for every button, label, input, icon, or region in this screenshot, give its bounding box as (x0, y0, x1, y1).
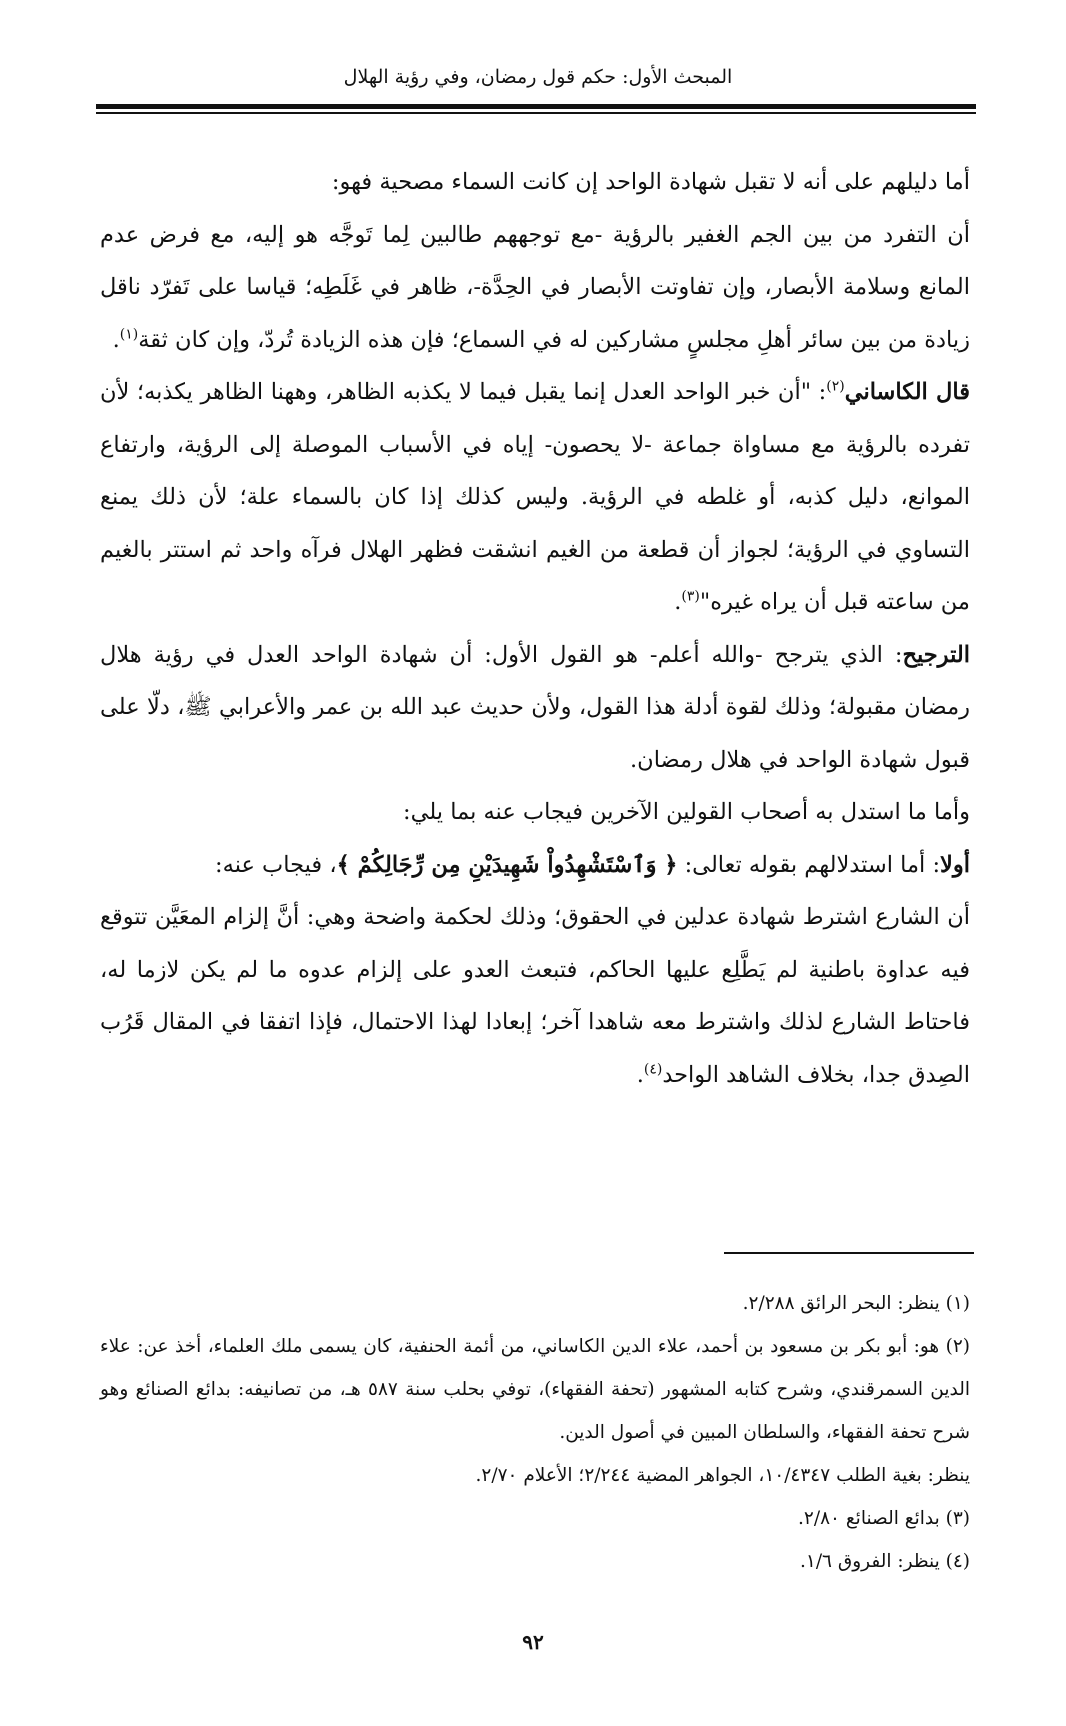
footnote-ref-3[interactable]: (٣) (681, 588, 700, 605)
footnote-1: (١) ينظر: البحر الرائق ٢/٢٨٨. (742, 1293, 970, 1314)
paragraph-7-text: أن الشارع اشترط شهادة عدلين في الحقوق؛ وذلك لحكمة واضحة وهي: أنَّ إلزام المعَيَّن تتوقع فيه عداوة باطنية لم يَطَّلِع عليها الحاكم، فتبعث العدو على إلزام عدوه ما لم يكن لازما له، فاحتاط الشارع لذلك واشترط معه شاهدا آخر؛ إبعادا لهذا الاحتمال، فإذا اتفقا في المقال قَرُب الصِدق جدا، بخلاف الشاهد الواحد (100, 904, 970, 1088)
footnote-ref-4[interactable]: (٤) (643, 1061, 663, 1077)
paragraph-6-lead: أولا (940, 851, 970, 878)
body-text (100, 156, 970, 1101)
footnote-4: (٤) ينظر: الفروق ١/٦. (800, 1551, 970, 1572)
quran-verse: ﴿ وَٱسْتَشْهِدُواْ شَهِيدَيْنِ مِن رِّجَالِكُمْ ﴾ (336, 851, 678, 878)
paragraph-3-text: : "أن خبر الواحد العدل إنما يقبل فيما لا يكذبه الظاهر، وههنا الظاهر يكذبه؛ لأن تفرده بالرؤية مع مساواة جماعة -لا يحصون- إياه في الأسباب الموصلة إلى الرؤية، وارتفاع الموانع، دليل كذبه، أو غلطه في الرؤية. وليس كذلك إذا كان بالسماء علة؛ لأن ذلك يمنع التساوي في الرؤية؛ لجواز أن قطعة من الغيم انشقت فظهر الهلال فرآه واحد ثم استتر بالغيم من ساعته قبل أن يراه غيره" (100, 379, 970, 615)
paragraph-6-text-b: ، فيجاب عنه: (215, 851, 337, 878)
page-number: ٩٢ (522, 1630, 544, 1654)
paragraph-2: أن التفرد من بين الجم الغفير بالرؤية -مع توجههم طالبين لِما تَوجَّه هو إليه، مع فرض عدم المانع وسلامة الأبصار، وإن تفاوتت الأبصار في الحِدَّة-، ظاهر في غَلَطِه؛ قياسا على تَفرّد ناقل زيادة من بين سائر أهلِ مجلسٍ مشاركين له في السماع؛ فإن هذه الزيادة تُردّ، وإن كان ثقة$^{(١)}$. (100, 221, 970, 353)
footnote-ref-2[interactable]: (٢) (826, 378, 845, 395)
paragraph-5-text: وأما ما استدل به أصحاب القولين الآخرين فيجاب عنه بما يلي: (403, 799, 970, 825)
footnote-2: (٢) هو: أبو بكر بن مسعود بن أحمد، علاء الدين الكاساني، من أئمة الحنفية، كان يسمى ملك العلماء، أخذ عن: علاء الدين السمرقندي، وشرح كتابه المشهور (تحفة الفقهاء)، توفي بحلب سنة ٥٨٧ هـ، من تصانيفه: بدائع الصنائع وهو شرح تحفة الفقهاء، والسلطان المبين في أصول الدين. (100, 1336, 970, 1443)
footnote-3: (٣) بدائع الصنائع ٢/٨٠. (798, 1508, 970, 1529)
header-rule-thin (96, 112, 976, 114)
footnote-ref-1[interactable]: (١) (119, 326, 139, 342)
paragraph-3: قال الكاساني$^{(٢)}$: "أن خبر الواحد العدل إنما يقبل فيما لا يكذبه الظاهر، وههنا الظاهر يكذبه؛ لأن تفرده بالرؤية مع مساواة جماعة -لا يحصون- إياه في الأسباب الموصلة إلى الرؤية، وارتفاع الموانع، دليل كذبه، أو غلطه في الرؤية. وليس كذلك إذا كان بالسماء علة؛ لأن ذلك يمنع التساوي في الرؤية؛ لجواز أن قطعة من الغيم انشقت فظهر الهلال فرآه واحد ثم استتر بالغيم من ساعته قبل أن يراه غيره"$^{(٣)}$. (100, 378, 971, 615)
paragraph-4-lead: الترجيح (902, 641, 970, 668)
paragraph-4 (100, 629, 970, 787)
header-rule-thick (96, 104, 976, 109)
paragraph-2-text: أن التفرد من بين الجم الغفير بالرؤية -مع توجههم طالبين لِما تَوجَّه هو إليه، مع فرض عدم المانع وسلامة الأبصار، وإن تفاوتت الأبصار في الحِدَّة-، ظاهر في غَلَطِه؛ قياسا على تَفرّد ناقل زيادة من بين سائر أهلِ مجلسٍ مشاركين له في السماع؛ فإن هذه الزيادة تُردّ، وإن كان ثقة (100, 221, 970, 353)
paragraph-1-text: أما دليلهم على أنه لا تقبل شهادة الواحد إن كانت السماء مصحية فهو: (331, 169, 970, 195)
paragraph-7: أن الشارع اشترط شهادة عدلين في الحقوق؛ وذلك لحكمة واضحة وهي: أنَّ إلزام المعَيَّن تتوقع فيه عداوة باطنية لم يَطَّلِع عليها الحاكم، فتبعث العدو على إلزام عدوه ما لم يكن لازما له، فاحتاط الشارع لذلك واشترط معه شاهدا آخر؛ إبعادا لهذا الاحتمال، فإذا اتفقا في المقال قَرُب الصِدق جدا، بخلاف الشاهد الواحد$^{(٤)}$. (100, 904, 970, 1088)
footnote-2-refs: ينظر: بغية الطلب ١٠/٤٣٤٧، الجواهر المضية ٢/٢٤٤؛ الأعلام ٢/٧٠. (475, 1465, 970, 1486)
paragraph-4-text: : الذي يترجح -والله أعلم- هو القول الأول: أن شهادة الواحد العدل في رؤية هلال رمضان مقبولة؛ وذلك لقوة أدلة هذا القول، ولأن حديث عبد الله بن عمر والأعرابي ﷺ، دلّا على قبول شهادة الواحد في هلال رمضان. (100, 641, 970, 773)
paragraph-6-text-a: : أما استدلالهم بقوله تعالى: (677, 851, 941, 878)
running-header: المبحث الأول: حكم قول رمضان، وفي رؤية الهلال (343, 66, 733, 88)
paragraph-3-lead: قال الكاساني (844, 379, 971, 405)
footnotes (100, 1282, 970, 1583)
footnote-separator (724, 1252, 974, 1254)
paragraph-6 (100, 839, 970, 892)
paragraph-1 (100, 156, 970, 209)
paragraph-5 (100, 786, 970, 839)
